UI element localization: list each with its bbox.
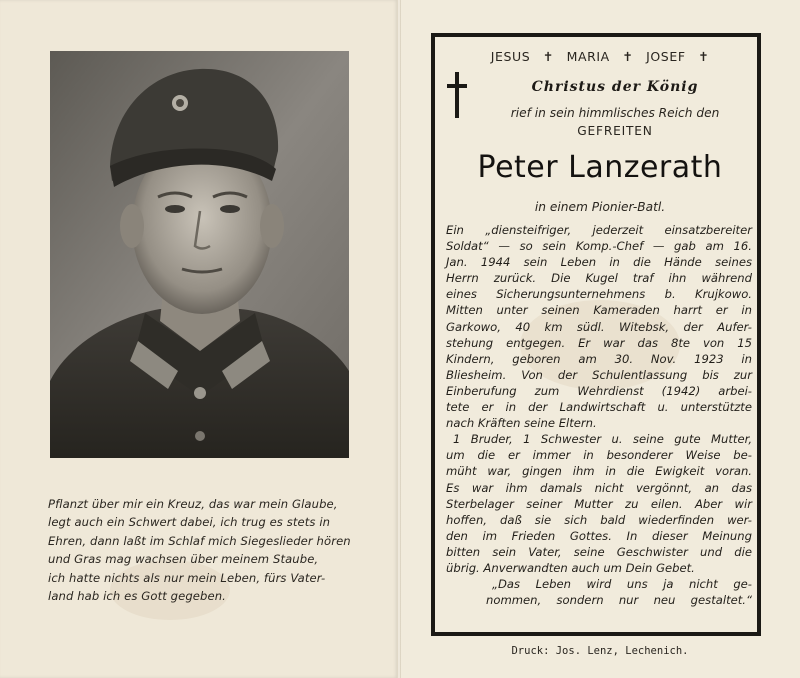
- bio-line: Bliesheim. Von der Schulentlassung bis zur: [446, 367, 752, 382]
- poem-line: Ehren, dann laßt im Schlaf mich Siegeslieder hören: [48, 533, 351, 548]
- soldier-portrait-photo: [50, 51, 349, 458]
- bio-line: Mitten unter seinen Kameraden harrt er in: [446, 303, 752, 318]
- poem-line: land hab ich es Gott gegeben.: [48, 589, 226, 604]
- bio-line: nach Kräften seine Eltern.: [446, 416, 597, 431]
- small-cross-icon: ✝: [622, 49, 634, 64]
- bio-line: tete er in der Landwirtschaft u. unterstützte: [446, 400, 752, 415]
- deceased-name: Peter Lanzerath: [477, 150, 723, 185]
- poem-line: Pflanzt über mir ein Kreuz, das war mein Glaube,: [48, 497, 338, 511]
- bio-line: eines Sicherungsunternehmens b. Krujkowo.: [446, 287, 752, 302]
- bio-line: Garkowo, 40 km südl. Witebsk, der Aufer-: [446, 319, 752, 334]
- bio-line: müht war, gingen ihm in die Ewigkeit voran.: [446, 464, 752, 479]
- latin-cross-icon: [446, 72, 468, 118]
- small-cross-icon: ✝: [698, 49, 710, 64]
- poem-line: legt auch ein Schwert dabei, ich trug es stets in: [48, 515, 331, 530]
- bio-line: bitten sein Vater, seine Geschwister und die: [446, 544, 752, 559]
- bio-line: 1 Bruder, 1 Schwester u. seine gute Mutter,: [453, 432, 752, 447]
- card-fold: [397, 0, 401, 678]
- bio-line: Jan. 1944 sein Leben in die Hände seines: [446, 255, 752, 270]
- quote-line: nommen, sondern nur neu gestaltet.“: [486, 593, 752, 608]
- christ-the-king-heading: Christus der König: [531, 79, 699, 95]
- bio-line: Soldat“ — so sein Komp.-Chef — gab am 16.: [446, 239, 752, 254]
- bio-line: hoffen, daß sie sich bald wiederfinden wer-: [446, 512, 752, 527]
- poem-line: und Gras mag wachsen über meinem Staube,: [48, 552, 319, 567]
- biography-text: [446, 222, 752, 608]
- memorial-poem: [48, 495, 378, 605]
- printer-credit: Druck: Jos. Lenz, Lechenich.: [511, 645, 689, 657]
- rank-label: GEFREITEN: [577, 124, 653, 138]
- bio-line: Kindern, geboren am 30. Nov. 1923 in: [446, 351, 752, 366]
- invocation-word: MARIA: [566, 49, 610, 64]
- bio-line: übrig. Anverwandten auch um Dein Gebet.: [446, 560, 695, 575]
- unit-label: in einem Pionier-Batl.: [534, 200, 666, 214]
- invocation-word: JOSEF: [646, 49, 686, 64]
- called-home-line: rief in sein himmlisches Reich den: [510, 106, 720, 120]
- invocation-word: JESUS: [490, 49, 531, 64]
- invocation-line: [440, 49, 760, 64]
- quote-line: „Das Leben wird uns ja nicht ge-: [492, 577, 752, 592]
- bio-line: um die er immer in besonderer Weise be-: [446, 448, 752, 463]
- bio-line: Einberufung zum Wehrdienst (1942) arbei-: [446, 383, 752, 398]
- bio-line: Es war ihm damals nicht vergönnt, an das: [446, 480, 752, 495]
- bio-line: Ein „diensteifriger, jederzeit einsatzbereiter: [446, 223, 752, 237]
- poem-line: ich hatte nichts als nur mein Leben, fürs Vater-: [48, 570, 326, 585]
- bio-line: Sterbelager seiner Mutter zu eilen. Aber wir: [446, 496, 752, 511]
- bio-line: Herrn zurück. Die Kugel traf ihn während: [446, 271, 752, 286]
- portrait-illustration: [50, 51, 349, 458]
- bio-line: stehung entgegen. Er war das 8te von 15: [446, 335, 752, 350]
- small-cross-icon: ✝: [542, 49, 554, 64]
- bio-line: den im Frieden Gottes. In dieser Meinung: [446, 528, 752, 543]
